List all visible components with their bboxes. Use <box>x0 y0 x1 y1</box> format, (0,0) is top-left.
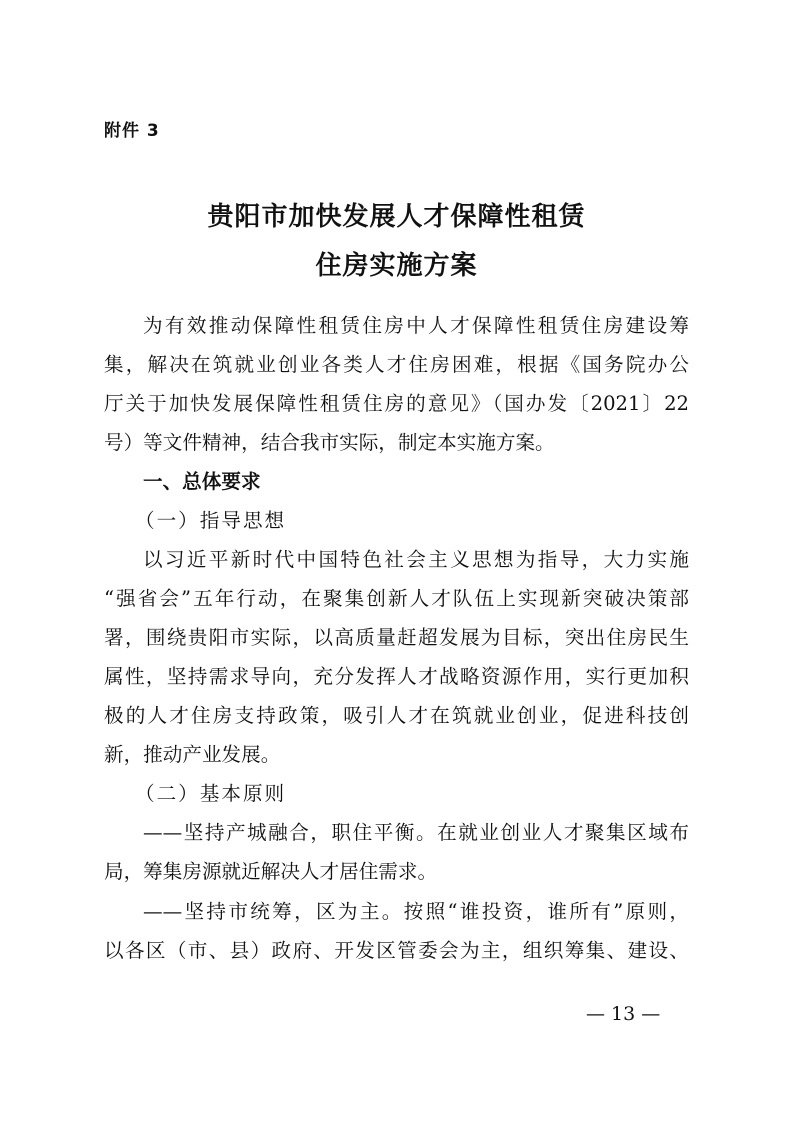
basic-principles-line-3: ——坚持市统筹，区为主。按照“谁投资，谁所有”原则， <box>143 900 689 923</box>
guiding-ideology-line-5: 极的人才住房支持政策，吸引人才在筑就业创业，促进科技创 <box>104 704 689 727</box>
basic-principles-line-4: 以各区（市、县）政府、开发区管委会为主，组织筹集、建设、 <box>104 939 689 962</box>
guiding-ideology-line-6: 新，推动产业发展。 <box>104 743 281 766</box>
guiding-ideology-line-1: 以习近平新时代中国特色社会主义思想为指导，大力实施 <box>143 548 689 571</box>
section-heading-general-requirements: 一、总体要求 <box>143 470 261 493</box>
guiding-ideology-line-4: 属性，坚持需求导向，充分发挥人才战略资源作用，实行更加积 <box>104 665 689 688</box>
document-title-line-1: 贵阳市加快发展人才保障性租赁 <box>207 202 586 232</box>
attachment-label: 附件 3 <box>104 121 160 141</box>
subsection-heading-guiding-ideology: （一）指导思想 <box>135 509 287 532</box>
subsection-heading-basic-principles: （二）基本原则 <box>135 782 287 805</box>
intro-line-1: 为有效推动保障性租赁住房中人才保障性租赁住房建设筹 <box>143 314 689 337</box>
document-title-line-2: 住房实施方案 <box>315 251 478 281</box>
guiding-ideology-line-2: “强省会”五年行动，在聚集创新人才队伍上实现新突破决策部 <box>104 587 689 610</box>
guiding-ideology-line-3: 署，围绕贵阳市实际，以高质量赶超发展为目标，突出住房民生 <box>104 626 689 649</box>
intro-line-2: 集，解决在筑就业创业各类人才住房困难，根据《国务院办公 <box>104 353 689 376</box>
basic-principles-line-2: 局，筹集房源就近解决人才居住需求。 <box>104 860 438 883</box>
page-number: — 13 — <box>586 1003 661 1025</box>
intro-line-4: 号）等文件精神，结合我市实际，制定本实施方案。 <box>104 431 555 454</box>
intro-line-3: 厅关于加快发展保障性租赁住房的意见》（国办发〔2021〕22 <box>104 392 689 415</box>
basic-principles-line-1: ——坚持产城融合，职住平衡。在就业创业人才聚集区域布 <box>143 821 689 844</box>
